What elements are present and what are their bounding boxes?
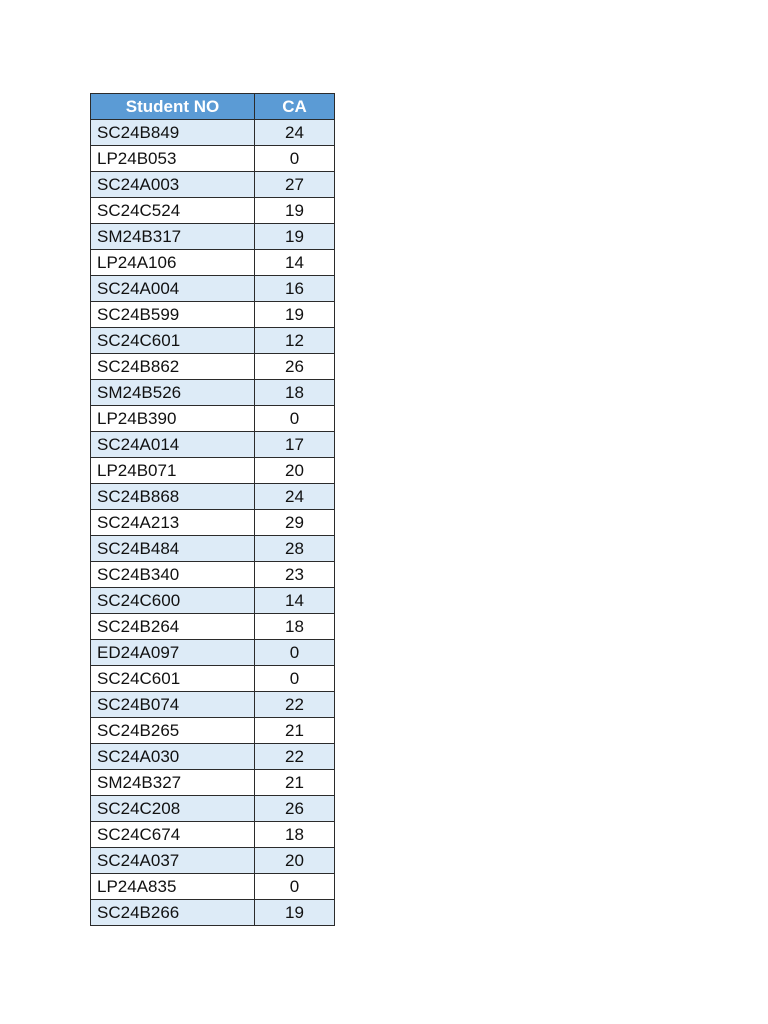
ca-cell[interactable]: 22 — [255, 744, 335, 770]
table-row — [91, 848, 335, 874]
student-no-cell[interactable]: SC24B599 — [91, 302, 255, 328]
table-row — [91, 796, 335, 822]
ca-cell[interactable]: 20 — [255, 848, 335, 874]
ca-cell[interactable]: 24 — [255, 120, 335, 146]
student-no-cell[interactable]: SM24B327 — [91, 770, 255, 796]
student-no-cell[interactable]: SC24B265 — [91, 718, 255, 744]
table-row — [91, 510, 335, 536]
student-no-cell[interactable]: SC24A014 — [91, 432, 255, 458]
table-row — [91, 172, 335, 198]
student-no-cell[interactable]: SC24C601 — [91, 666, 255, 692]
student-no-cell[interactable]: SC24B264 — [91, 614, 255, 640]
table-row — [91, 900, 335, 926]
student-no-cell[interactable]: SC24C524 — [91, 198, 255, 224]
student-no-cell[interactable]: SC24A213 — [91, 510, 255, 536]
table-row — [91, 328, 335, 354]
table-row — [91, 458, 335, 484]
ca-cell[interactable]: 24 — [255, 484, 335, 510]
table-row — [91, 666, 335, 692]
header-row — [91, 94, 335, 120]
student-no-cell[interactable]: SC24A003 — [91, 172, 255, 198]
student-no-cell[interactable]: SC24B340 — [91, 562, 255, 588]
student-no-cell[interactable]: SC24C674 — [91, 822, 255, 848]
table-row — [91, 302, 335, 328]
table-row — [91, 874, 335, 900]
ca-cell[interactable]: 17 — [255, 432, 335, 458]
table-row — [91, 276, 335, 302]
ca-cell[interactable]: 0 — [255, 406, 335, 432]
student-no-cell[interactable]: SM24B317 — [91, 224, 255, 250]
table-row — [91, 198, 335, 224]
ca-cell[interactable]: 26 — [255, 796, 335, 822]
table-row — [91, 718, 335, 744]
ca-cell[interactable]: 0 — [255, 874, 335, 900]
ca-cell[interactable]: 19 — [255, 302, 335, 328]
student-no-cell[interactable]: LP24B071 — [91, 458, 255, 484]
student-no-cell[interactable]: SC24B266 — [91, 900, 255, 926]
ca-cell[interactable]: 20 — [255, 458, 335, 484]
table-row — [91, 640, 335, 666]
ca-cell[interactable]: 0 — [255, 146, 335, 172]
ca-cell[interactable]: 23 — [255, 562, 335, 588]
table-row — [91, 250, 335, 276]
table-row — [91, 744, 335, 770]
ca-cell[interactable]: 12 — [255, 328, 335, 354]
ca-cell[interactable]: 0 — [255, 640, 335, 666]
ca-cell[interactable]: 16 — [255, 276, 335, 302]
student-no-cell[interactable]: LP24B053 — [91, 146, 255, 172]
table-row — [91, 120, 335, 146]
table-row — [91, 536, 335, 562]
ca-cell[interactable]: 18 — [255, 380, 335, 406]
column-header-student-no[interactable]: Student NO — [91, 94, 255, 120]
student-no-cell[interactable]: SC24C208 — [91, 796, 255, 822]
table-body — [91, 120, 335, 926]
student-no-cell[interactable]: SC24B868 — [91, 484, 255, 510]
student-no-cell[interactable]: SC24B862 — [91, 354, 255, 380]
table-row — [91, 692, 335, 718]
ca-cell[interactable]: 29 — [255, 510, 335, 536]
table-row — [91, 484, 335, 510]
ca-cell[interactable]: 28 — [255, 536, 335, 562]
column-header-ca[interactable]: CA — [255, 94, 335, 120]
student-no-cell[interactable]: SC24A004 — [91, 276, 255, 302]
table-row — [91, 380, 335, 406]
ca-cell[interactable]: 27 — [255, 172, 335, 198]
ca-cell[interactable]: 22 — [255, 692, 335, 718]
table-row — [91, 224, 335, 250]
student-no-cell[interactable]: SC24B074 — [91, 692, 255, 718]
student-no-cell[interactable]: SC24A037 — [91, 848, 255, 874]
ca-cell[interactable]: 26 — [255, 354, 335, 380]
student-no-cell[interactable]: LP24A835 — [91, 874, 255, 900]
student-no-cell[interactable]: LP24A106 — [91, 250, 255, 276]
student-ca-table — [90, 93, 335, 926]
student-no-cell[interactable]: SC24B849 — [91, 120, 255, 146]
table-row — [91, 146, 335, 172]
spreadsheet-area — [90, 93, 335, 926]
student-no-cell[interactable]: ED24A097 — [91, 640, 255, 666]
table-row — [91, 406, 335, 432]
table-row — [91, 588, 335, 614]
student-no-cell[interactable]: SC24A030 — [91, 744, 255, 770]
ca-cell[interactable]: 19 — [255, 198, 335, 224]
student-no-cell[interactable]: SC24B484 — [91, 536, 255, 562]
ca-cell[interactable]: 14 — [255, 588, 335, 614]
table-row — [91, 770, 335, 796]
table-row — [91, 562, 335, 588]
student-no-cell[interactable]: SM24B526 — [91, 380, 255, 406]
ca-cell[interactable]: 21 — [255, 718, 335, 744]
table-row — [91, 354, 335, 380]
table-row — [91, 822, 335, 848]
table-row — [91, 614, 335, 640]
ca-cell[interactable]: 18 — [255, 614, 335, 640]
student-no-cell[interactable]: LP24B390 — [91, 406, 255, 432]
student-no-cell[interactable]: SC24C600 — [91, 588, 255, 614]
ca-cell[interactable]: 14 — [255, 250, 335, 276]
ca-cell[interactable]: 19 — [255, 224, 335, 250]
ca-cell[interactable]: 21 — [255, 770, 335, 796]
table-row — [91, 432, 335, 458]
ca-cell[interactable]: 19 — [255, 900, 335, 926]
ca-cell[interactable]: 0 — [255, 666, 335, 692]
student-no-cell[interactable]: SC24C601 — [91, 328, 255, 354]
ca-cell[interactable]: 18 — [255, 822, 335, 848]
